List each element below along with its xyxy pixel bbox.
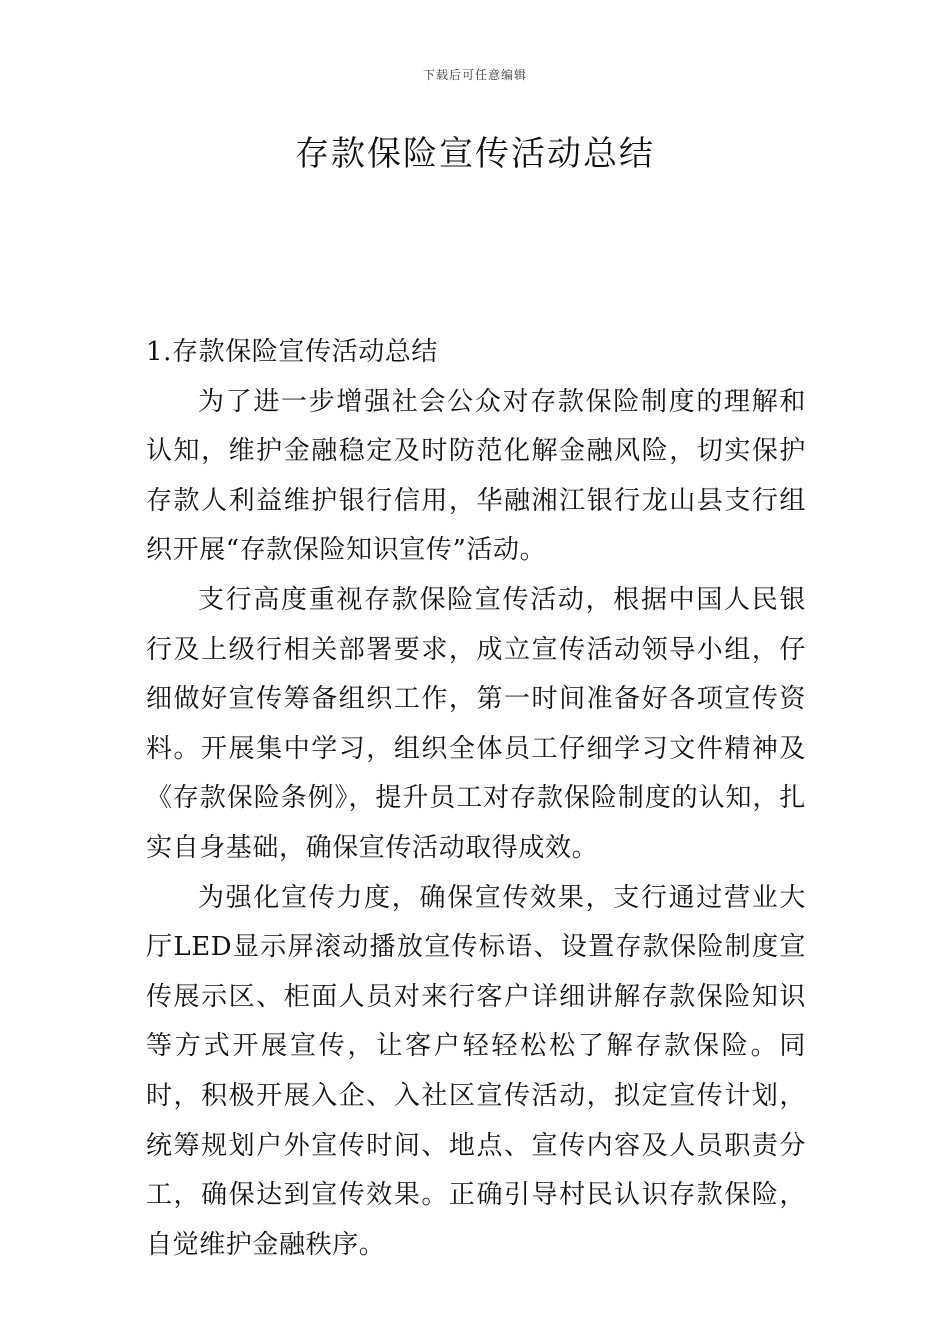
section-heading: 1.存款保险宣传活动总结: [146, 337, 439, 367]
document-title: 存款保险宣传活动总结: [295, 134, 655, 174]
paragraph-3: 为强化宣传力度，确保宣传效果，支行通过营业大厅LED显示屏滚动播放宣传标语、设置存款保险制度宣传展示区、柜面人员对来行客户详细讲解存款保险知识等方式开展宣传，让客户轻轻松松了解存款保险。同时，积极开展入企、入社区宣传活动，拟定宣传计划，统筹规划户外宣传时间、地点、宣传内容及人员职责分工，确保达到宣传效果。正确引导村民认识存款保险，自觉维护金融秩序。: [146, 882, 806, 1260]
header-note: 下载后可任意编辑: [422, 68, 527, 82]
paragraph-2: 支行高度重视存款保险宣传活动，根据中国人民银行及上级行相关部署要求，成立宣传活动领导小组，仔细做好宣传筹备组织工作，第一时间准备好各项宣传资料。开展集中学习，组织全体员工仔细学习文件精神及《存款保险条例》，提升员工对存款保险制度的认知，扎实自身基础，确保宣传活动取得成效。: [146, 584, 806, 863]
paragraph-1: 为了进一步增强社会公众对存款保险制度的理解和认知，维护金融稳定及时防范化解金融风险，切实保护存款人利益维护银行信用，华融湘江银行龙山县支行组织开展“存款保险知识宣传”活动。: [146, 386, 806, 566]
document-body: [146, 328, 806, 1270]
